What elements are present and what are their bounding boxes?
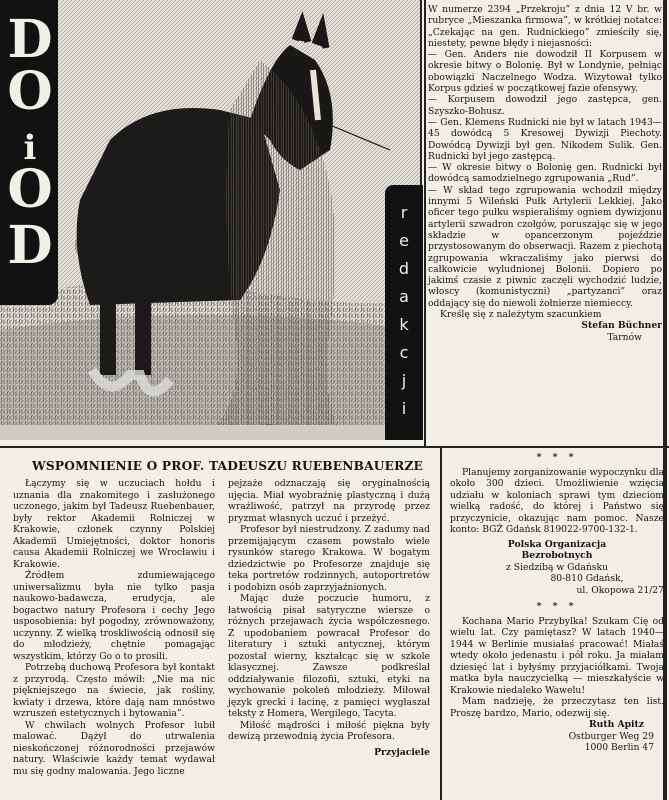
- notice-signature-name: Ruth Apitz: [589, 719, 644, 730]
- notice-signature-address: 1000 Berlin 47: [584, 742, 654, 753]
- article-signature: Przyjaciele: [374, 746, 430, 758]
- letter-signature-city: Tarnów: [607, 331, 642, 343]
- letter-paragraph: — W skład tego zgrupowania wchodził między innymi 5 Wileński Pułk Artylerii Lekkiej. Jako oficer tego pułku wspieraliśmy ogniem dywizjonu artylerii szwadron czołgów, poruszając się w jego składzie w opancerzonym pojeździe przystosowanym do obserwacji. Razem z piechotą zgrupowania wkraczaliśmy jako pierwsi do całkowicie wyludnionej Bolonii. Dopiero po jakimś czasie z piwnic zaczęli wychodzić ludzie, włoscy (komunistyczni) „partyzanci” oraz oddający się do niewoli żołnierze niemieccy.: [428, 184, 662, 309]
- org-address-line: z Siedzibą w Gdańsku: [506, 561, 608, 573]
- letter-paragraph: — Korpusem dowodził jego zastępca, gen. Szyszko-Bohusz.: [428, 94, 662, 117]
- masthead-letter: O: [7, 159, 53, 220]
- org-address-line: ul. Okopowa 21/27: [576, 584, 664, 596]
- org-address-line: 80-810 Gdańsk,: [550, 573, 624, 584]
- notice-signature-address: Ostburger Weg 29: [568, 730, 654, 742]
- section-stars: * * *: [536, 601, 578, 612]
- article-paragraph: pejzaże odznaczają się oryginalnością ujęcia. Miał wyobraźnię plastyczną i dużą wrażliwość, patrzył na przyrodę przez pryzmat własnych uczuć i przeżyć.: [228, 478, 430, 524]
- horse-photo: [0, 0, 422, 440]
- letter-paragraph: — Gen. Klemens Rudnicki nie był w latach 1943—45 dowódcą 5 Kresowej Dywizji Piechoty. Dowódcą Dywizji był gen. Nikodem Sulik. Gen. Rudnicki był jego zastępcą.: [428, 116, 662, 162]
- side-label-letter: a: [399, 287, 409, 306]
- org-name-line: Polska Organizacja: [507, 538, 607, 550]
- horse-illustration: [0, 0, 420, 440]
- notice-text: Planujemy zorganizowanie wypoczynku dla około 300 dzieci. Umożliwienie wzięcia udziału w koloniach sprawi tym dzieciom wielką radość, do której i Państwo się przyczynicie, okazując nam pomoc. Nasze konto: BGŻ Gdańsk 819022-9700-132-1.: [450, 466, 664, 535]
- side-label-letter: r: [400, 203, 408, 222]
- article-paragraph: Profesor był niestrudzony. Z zadumy nad przemijającym czasem powstało wiele rysunków starego Krakowa. W bogatym dziedzictwie po Profesorze znajduje się teka portretów rodzinnych, autoportretów i podobizn osób zaprzyjaźnionych.: [228, 524, 430, 593]
- side-label-letter: d: [398, 259, 410, 278]
- side-label-letter: e: [399, 231, 409, 250]
- article-paragraph: Źródłem zdumiewającego uniwersalizmu była nie tylko pasja naukowo-badawcza, erudycja, ale bogactwo natury Profesora i cechy Jego usposobienia: był pogodny, zrównoważony, uczynny. Z wielką troskliwością odnosił się do młodzieży, chętnie pomagając wszystkim, którzy Go o to prosili.: [13, 570, 215, 662]
- article-paragraph: Mając duże poczucie humoru, z łatwością pisał satyryczne wiersze o różnych przejawach życia współczesnego. Z upodobaniem powracał Profesor do literatury i sztuki antycznej, którym pozostał wierny, kształcąc się w szkole klasycznej. Zawsze podkreślał oddziaływanie filozofii, sztuki, etyki na wychowanie pokoleń młodzieży. Miłował język grecki i łacinę, z pamięci wygłaszał teksty z Homera, Wergilego, Tacyta.: [228, 593, 430, 719]
- section-divider: [0, 446, 669, 448]
- notice-text: Kochana Mario Przybylka! Szukam Cię od wielu lat. Czy pamiętasz? W latach 1940—1944 w Berlinie musiałaś pracować! Miałaś wtedy około jedenastu i pół roku. Ja miałam dziesięć lat i byłyśmy przyjaciółkami. Twoja matka była nauczycielką — mieszkałyście w Krakowie niedaleko Wawelu!: [450, 615, 664, 696]
- side-label-letter: c: [399, 343, 409, 362]
- letter-paragraph: — W okresie bitwy o Bolonię gen. Rudnicki był dowódcą samodzielnego zgrupowania „Rud”.: [428, 162, 662, 185]
- letter-signature-name: Stefan Büchner: [581, 320, 662, 332]
- reader-letter: [428, 4, 662, 450]
- article-paragraph: W chwilach wolnych Profesor lubił malować. Dążył do utrwalenia nieskończonej różnorodności przejawów natury. Właściwie każdy temat wydawał mu się godny malowania. Jego liczne: [13, 719, 215, 777]
- notices-column: [450, 452, 664, 754]
- section-stars: * * *: [536, 452, 578, 463]
- side-label-letter: j: [401, 371, 407, 390]
- article-paragraph: Łączymy się w uczuciach hołdu i uznania dla znakomitego i zasłużonego uczonego, jakim był Tadeusz Ruebenbauer, były rektor Akademii Rolniczej w Krakowie, członek czynny Polskiej Akademii Umiejętności, doktor honoris causa Akademii Rolniczej we Wrocławiu i Krakowie.: [13, 478, 215, 570]
- article-paragraph: Miłość mądrości i miłość piękna były dewizą przewodnią życia Profesora.: [228, 719, 430, 742]
- masthead-letter: i: [23, 128, 37, 168]
- org-name-line: Bezrobotnych: [521, 550, 593, 561]
- article-paragraph: Potrzebą duchową Profesora był kontakt z przyrodą. Często mówił: „Nie ma nic piękniejszego na świecie, jak rośliny, kwiaty i drzewa, które dają nam mnóstwo wzruszeń estetycznych i bytowania”.: [13, 662, 215, 719]
- article-title: WSPOMNIENIE O PROF. TADEUSZU RUEBENBAUERZE: [32, 459, 424, 473]
- masthead-side-label: [385, 185, 423, 440]
- letter-paragraph: W numerze 2394 „Przekroju” z dnia 12 V br. w rubryce „Mieszanka firmowa”, w krótkiej notatce: „Czekając na gen. Rudnickiego” zmieściły się, niestety, pewne błędy i niejasności:: [428, 4, 662, 49]
- article-column-2: [228, 478, 430, 758]
- column-divider: [440, 448, 442, 800]
- masthead-letter: D: [7, 215, 53, 276]
- side-label-letter: i: [401, 399, 407, 418]
- notice-text: Mam nadzieję, że przeczytasz ten list. Proszę bardzo, Mario, odezwij się.: [450, 696, 664, 719]
- letter-paragraph: — Gen. Anders nie dowodził II Korpusem w okresie bitwy o Bolonię. Był w Londynie, pełniąc obowiązki Naczelnego Wodza. Wizytował tylko Korpus gdzieś w początkowej fazie ofensywy.: [428, 49, 662, 95]
- masthead-letter: O: [7, 61, 53, 122]
- column-divider: [424, 0, 426, 446]
- masthead-do-i-od: [0, 0, 58, 305]
- side-label-letter: k: [399, 315, 409, 334]
- masthead-letter: D: [7, 9, 53, 70]
- article-column-1: [13, 478, 215, 777]
- letter-closing: Kreślę się z należytym szacunkiem: [440, 309, 602, 321]
